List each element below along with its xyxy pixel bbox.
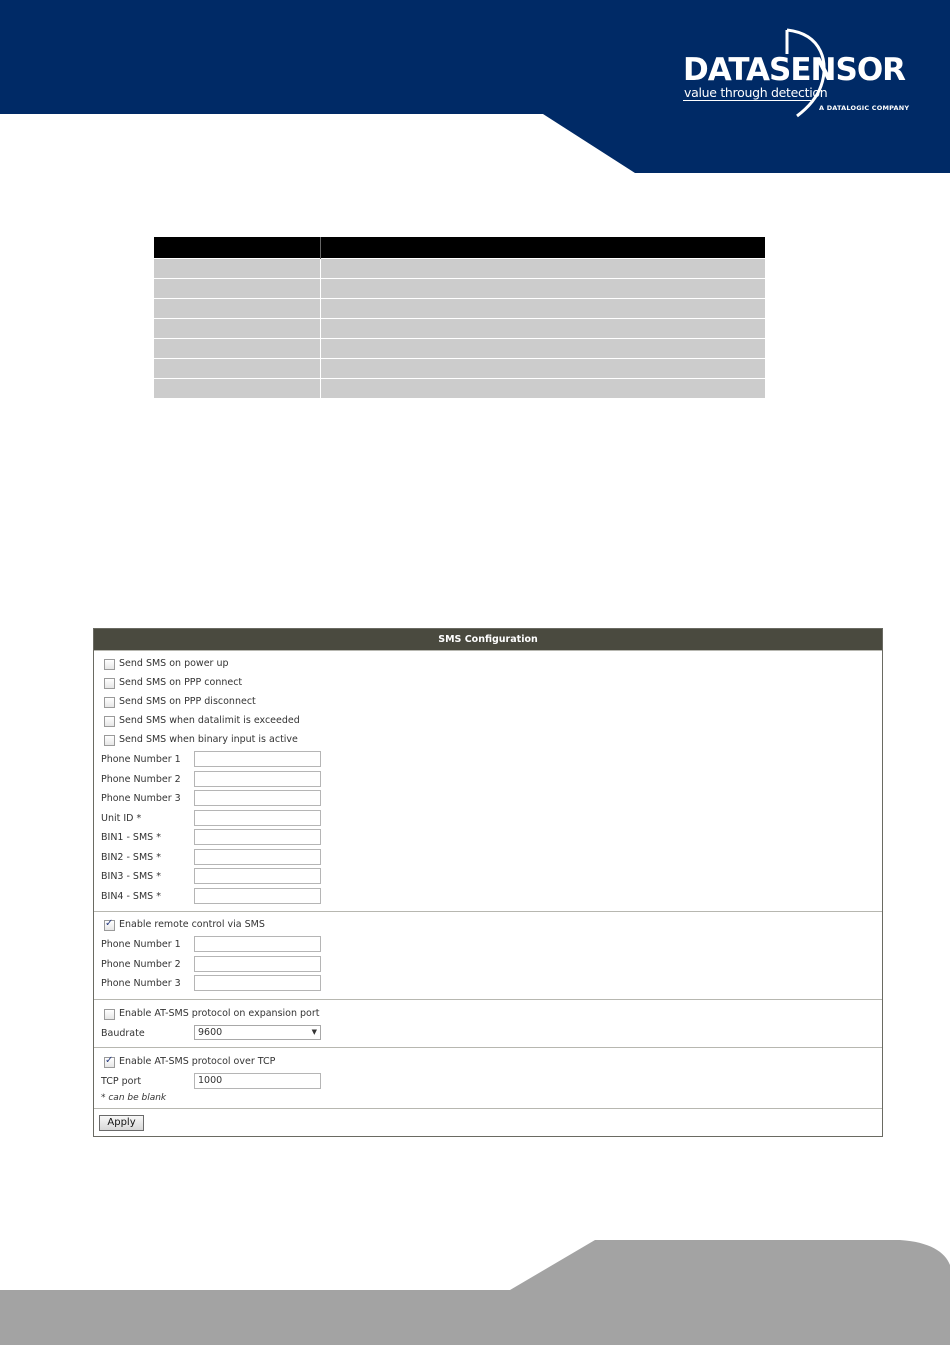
blank-note: * can be blank [101,1093,167,1103]
at-sms-expansion-row [94,1005,882,1024]
ppp-connect-row [94,674,882,693]
bin4-row [94,887,882,907]
rc-phone2-row [94,955,882,975]
logo-tagline: value through detection [684,85,828,100]
ppp-disconnect-label: Send SMS on PPP disconnect [119,696,256,707]
tcp-port-label: TCP port [101,1076,142,1087]
logo-underline [683,100,811,101]
remote-control-section [94,911,882,999]
phone1-input[interactable] [194,751,321,767]
table-cell [154,278,321,298]
ppp-connect-label: Send SMS on PPP connect [119,677,243,688]
blank-note-row [94,1091,882,1105]
bin4-label: BIN4 - SMS * [101,890,161,902]
remote-control-label: Enable remote control via SMS [119,919,265,930]
at-sms-expansion-label: Enable AT-SMS protocol on expansion port [119,1008,320,1019]
table-header-cell [154,237,321,258]
ppp-disconnect-row [94,693,882,712]
ppp-disconnect-checkbox[interactable] [104,697,115,708]
phone2-label: Phone Number 2 [101,773,181,785]
baudrate-label: Baudrate [101,1028,145,1039]
dropdown-arrow-icon: ▼ [311,1028,317,1036]
tcp-port-input[interactable]: 1000 [194,1073,321,1089]
apply-section [94,1108,882,1137]
rc-phone2-input[interactable] [194,956,321,972]
sms-configuration-panel [93,628,883,1137]
table-row [154,358,765,378]
at-sms-tcp-label: Enable AT-SMS protocol over TCP [119,1056,276,1067]
table-cell [321,318,766,338]
unit-id-row [94,809,882,829]
table-cell [154,258,321,278]
table-cell [154,338,321,358]
baudrate-row [94,1024,882,1043]
table-cell [321,358,766,378]
bin1-input[interactable] [194,829,321,845]
datalimit-row [94,712,882,731]
rc-phone1-label: Phone Number 1 [101,939,181,950]
table-cell [154,318,321,338]
phone1-label: Phone Number 1 [101,754,181,765]
table-row [154,278,765,298]
phone3-row [94,789,882,809]
binary-input-label: Send SMS when binary input is active [119,734,298,745]
table-cell [321,278,766,298]
panel-title: SMS Configuration [94,629,882,650]
table-cell [321,338,766,358]
bin3-input[interactable] [194,868,321,884]
logo-wordmark: DATASENSOR [683,52,906,88]
table-cell [154,358,321,378]
table-header-cell [321,237,766,258]
table-row [154,258,765,278]
unit-id-label: Unit ID * [101,812,142,824]
table-header-row [154,237,765,258]
power-up-label: Send SMS on power up [119,658,229,669]
phone1-row [94,750,882,770]
sms-send-section [94,650,882,911]
phone2-row [94,770,882,790]
rc-phone1-row [94,935,882,955]
unit-id-input[interactable] [194,810,321,826]
rc-phone3-row [94,974,882,994]
table-cell [154,298,321,318]
table-cell [321,258,766,278]
at-sms-tcp-checkbox[interactable] [104,1057,115,1068]
bin1-label: BIN1 - SMS * [101,832,161,843]
tcp-port-row [94,1072,882,1091]
bin3-row [94,867,882,887]
spec-table [154,237,765,398]
binary-input-row [94,731,882,750]
table-cell [321,378,766,398]
table-row [154,318,765,338]
datalimit-checkbox[interactable] [104,716,115,727]
table-row [154,298,765,318]
apply-button[interactable]: Apply [99,1115,144,1131]
at-sms-tcp-row [94,1053,882,1072]
rc-phone3-input[interactable] [194,975,321,991]
power-up-row [94,655,882,674]
at-sms-expansion-checkbox[interactable] [104,1009,115,1020]
power-up-checkbox[interactable] [104,659,115,670]
rc-phone2-label: Phone Number 2 [101,958,181,970]
ppp-connect-checkbox[interactable] [104,678,115,689]
baudrate-value: 9600 [198,1027,223,1038]
footer-banner [0,1230,950,1345]
phone3-input[interactable] [194,790,321,806]
table-row [154,378,765,398]
remote-control-row [94,916,882,935]
table-cell [154,378,321,398]
binary-input-checkbox[interactable] [104,735,115,746]
bin3-label: BIN3 - SMS * [101,871,161,882]
bin4-input[interactable] [194,888,321,904]
bin2-input[interactable] [194,849,321,865]
phone2-input[interactable] [194,771,321,787]
datasensor-logo [683,28,923,123]
datalimit-label: Send SMS when datalimit is exceeded [119,715,300,726]
baudrate-select[interactable] [194,1025,321,1040]
expansion-port-section [94,999,882,1047]
bin2-label: BIN2 - SMS * [101,851,161,863]
phone3-label: Phone Number 3 [101,793,181,804]
rc-phone1-input[interactable] [194,936,321,952]
bin1-row [94,828,882,848]
remote-control-checkbox[interactable] [104,920,115,931]
bin2-row [94,848,882,868]
tcp-section [94,1047,882,1108]
rc-phone3-label: Phone Number 3 [101,978,181,989]
logo-company: A DATALOGIC COMPANY [819,104,910,112]
table-row [154,338,765,358]
table-cell [321,298,766,318]
